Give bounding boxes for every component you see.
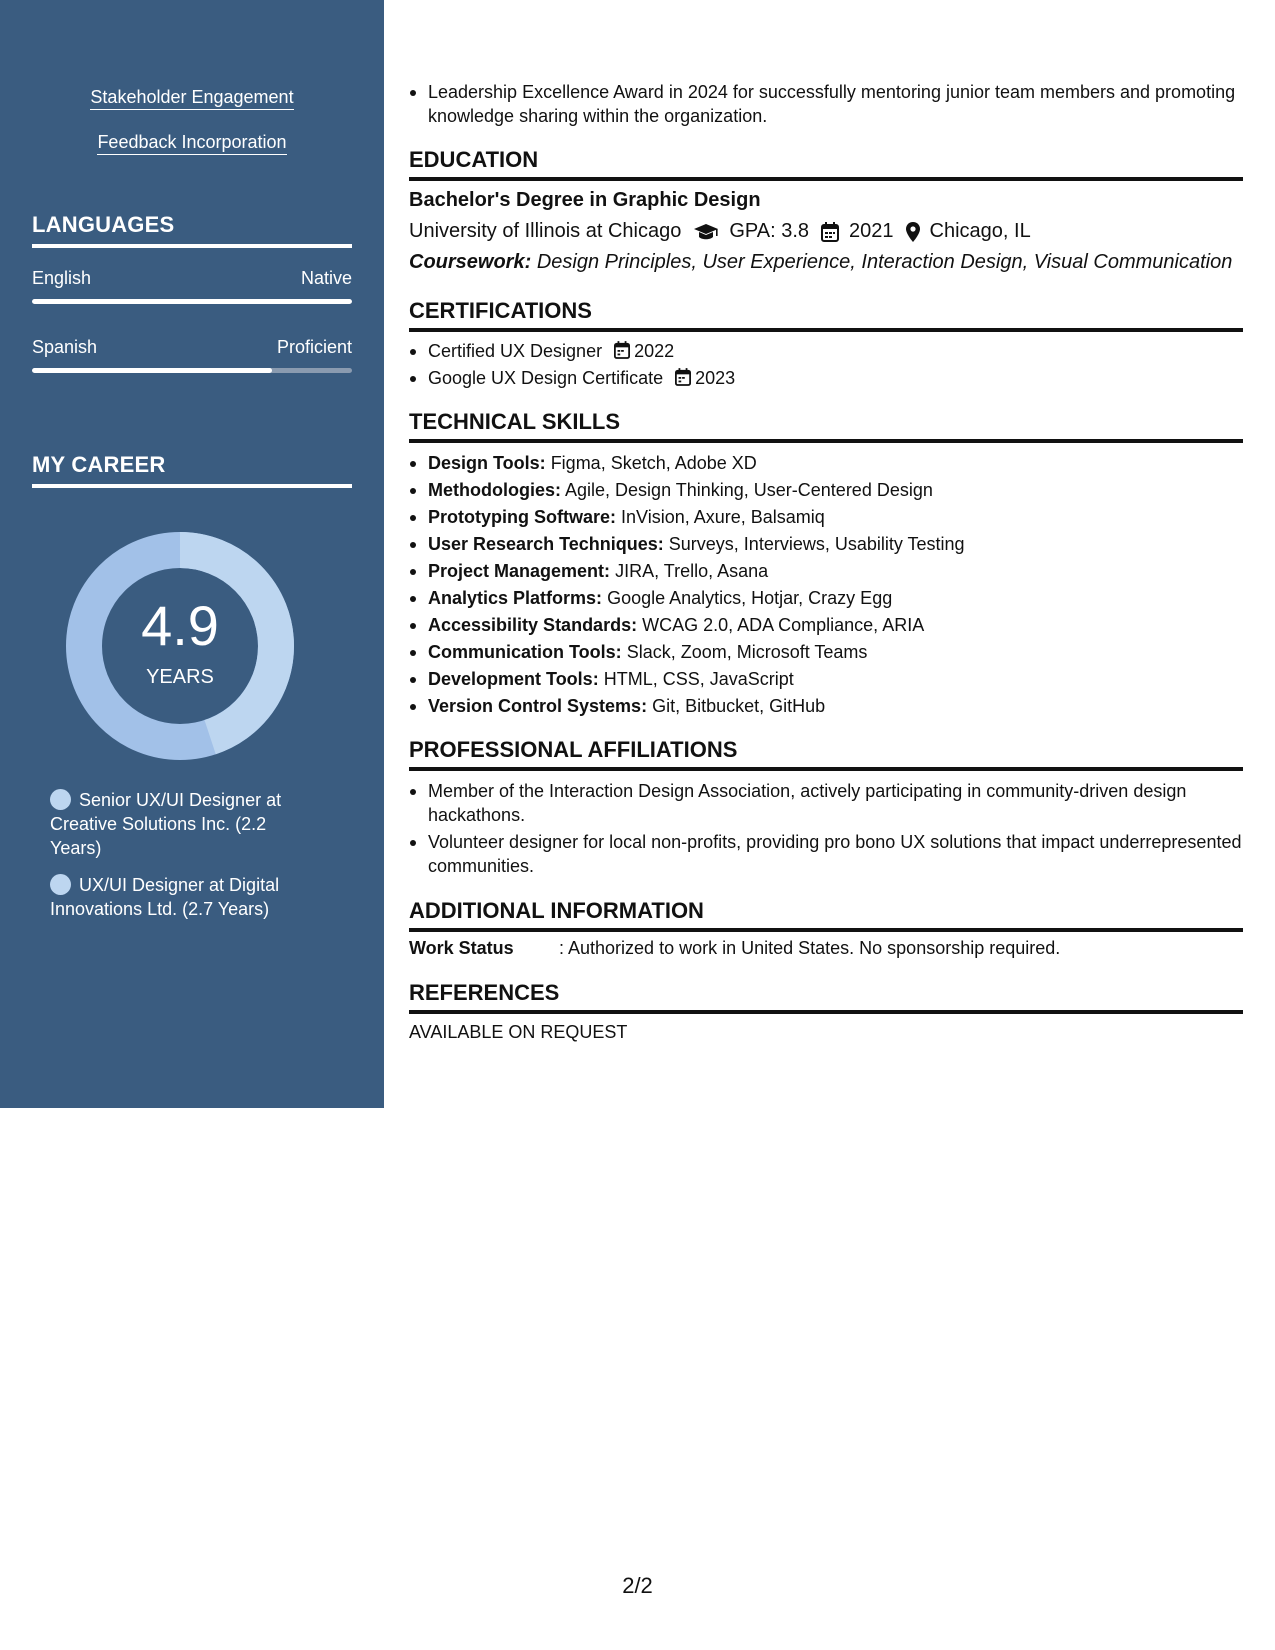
list-item: Google UX Design Certificate 2023 bbox=[409, 366, 1243, 390]
career-total-unit: YEARS bbox=[146, 666, 214, 688]
technical-skills-list bbox=[409, 451, 1243, 718]
language-proficiency-bar bbox=[32, 368, 352, 373]
list-item: Version Control Systems: Git, Bitbucket, GitHub bbox=[409, 694, 1243, 718]
skill-link-stakeholder-engagement[interactable]: Stakeholder Engagement bbox=[0, 87, 384, 108]
references-heading: REFERENCES bbox=[409, 980, 1243, 1014]
coursework bbox=[409, 251, 1232, 274]
graduation-year: 2021 bbox=[849, 220, 894, 242]
language-row-english bbox=[32, 268, 352, 289]
work-status-label: Work Status bbox=[409, 938, 514, 958]
school-location: Chicago, IL bbox=[929, 220, 1031, 242]
education-details bbox=[409, 220, 1031, 243]
career-item: UX/UI Designer at Digital Innovations Ltd. (2.7 Years) bbox=[50, 875, 280, 919]
education-heading: EDUCATION bbox=[409, 147, 1243, 181]
language-level: Native bbox=[300, 268, 352, 288]
language-name: Spanish bbox=[32, 337, 98, 357]
list-item: Design Tools: Figma, Sketch, Adobe XD bbox=[409, 451, 1243, 475]
career-legend-dot bbox=[50, 789, 71, 810]
additional-info-heading: ADDITIONAL INFORMATION bbox=[409, 898, 1243, 932]
language-level: Proficient bbox=[276, 337, 352, 357]
list-item: Volunteer designer for local non-profits, providing pro bono UX solutions that impact underrepresented communities. bbox=[409, 830, 1243, 878]
list-item: Development Tools: HTML, CSS, JavaScript bbox=[409, 667, 1243, 691]
career-heading: MY CAREER bbox=[32, 452, 352, 488]
degree-title: Bachelor's Degree in Graphic Design bbox=[409, 189, 761, 211]
list-item: Certified UX Designer 2022 bbox=[409, 339, 1243, 363]
language-proficiency-fill bbox=[32, 299, 352, 304]
page-number: 2/2 bbox=[622, 1573, 653, 1598]
coursework-label: Coursework: bbox=[409, 251, 532, 273]
map-pin-icon bbox=[906, 222, 920, 242]
calendar-icon bbox=[614, 341, 630, 359]
languages-heading: LANGUAGES bbox=[32, 212, 352, 248]
list-item: User Research Techniques: Surveys, Interviews, Usability Testing bbox=[409, 532, 1243, 556]
language-name: English bbox=[32, 268, 92, 288]
affiliations-heading: PROFESSIONAL AFFILIATIONS bbox=[409, 737, 1243, 771]
list-item: Leadership Excellence Award in 2024 for successfully mentoring junior team members and promoting knowledge sharing within the organization. bbox=[409, 80, 1243, 128]
school-name: University of Illinois at Chicago bbox=[409, 220, 682, 242]
coursework-value: Design Principles, User Experience, Interaction Design, Visual Communication bbox=[536, 251, 1233, 273]
gpa: GPA: 3.8 bbox=[729, 220, 810, 242]
references-text: AVAILABLE ON REQUEST bbox=[409, 1022, 628, 1042]
award-list bbox=[409, 80, 1243, 128]
calendar-icon bbox=[675, 368, 691, 386]
language-proficiency-bar bbox=[32, 299, 352, 304]
technical-skills-heading: TECHNICAL SKILLS bbox=[409, 409, 1243, 443]
graduation-cap-icon bbox=[693, 223, 719, 241]
list-item: Member of the Interaction Design Association, actively participating in community-driven design hackathons. bbox=[409, 779, 1243, 827]
list-item: Project Management: JIRA, Trello, Asana bbox=[409, 559, 1243, 583]
sidebar bbox=[0, 0, 384, 1108]
list-item: Analytics Platforms: Google Analytics, Hotjar, Crazy Egg bbox=[409, 586, 1243, 610]
career-total-value: 4.9 bbox=[141, 594, 219, 657]
list-item: Methodologies: Agile, Design Thinking, User-Centered Design bbox=[409, 478, 1243, 502]
calendar-icon bbox=[821, 222, 839, 242]
language-row-spanish bbox=[32, 337, 352, 358]
work-status-row bbox=[409, 938, 1060, 959]
career-legend-dot bbox=[50, 874, 71, 895]
language-proficiency-fill bbox=[32, 368, 272, 373]
list-item: Communication Tools: Slack, Zoom, Microsoft Teams bbox=[409, 640, 1243, 664]
certifications-list bbox=[409, 339, 1243, 390]
list-item: Prototyping Software: InVision, Axure, Balsamiq bbox=[409, 505, 1243, 529]
skill-link-feedback-incorporation[interactable]: Feedback Incorporation bbox=[0, 132, 384, 153]
affiliations-list bbox=[409, 779, 1243, 878]
certifications-heading: CERTIFICATIONS bbox=[409, 298, 1243, 332]
work-status-value: : Authorized to work in United States. No sponsorship required. bbox=[559, 938, 1061, 958]
list-item: Accessibility Standards: WCAG 2.0, ADA Compliance, ARIA bbox=[409, 613, 1243, 637]
career-item: Senior UX/UI Designer at Creative Solutions Inc. (2.2 Years) bbox=[50, 790, 282, 858]
